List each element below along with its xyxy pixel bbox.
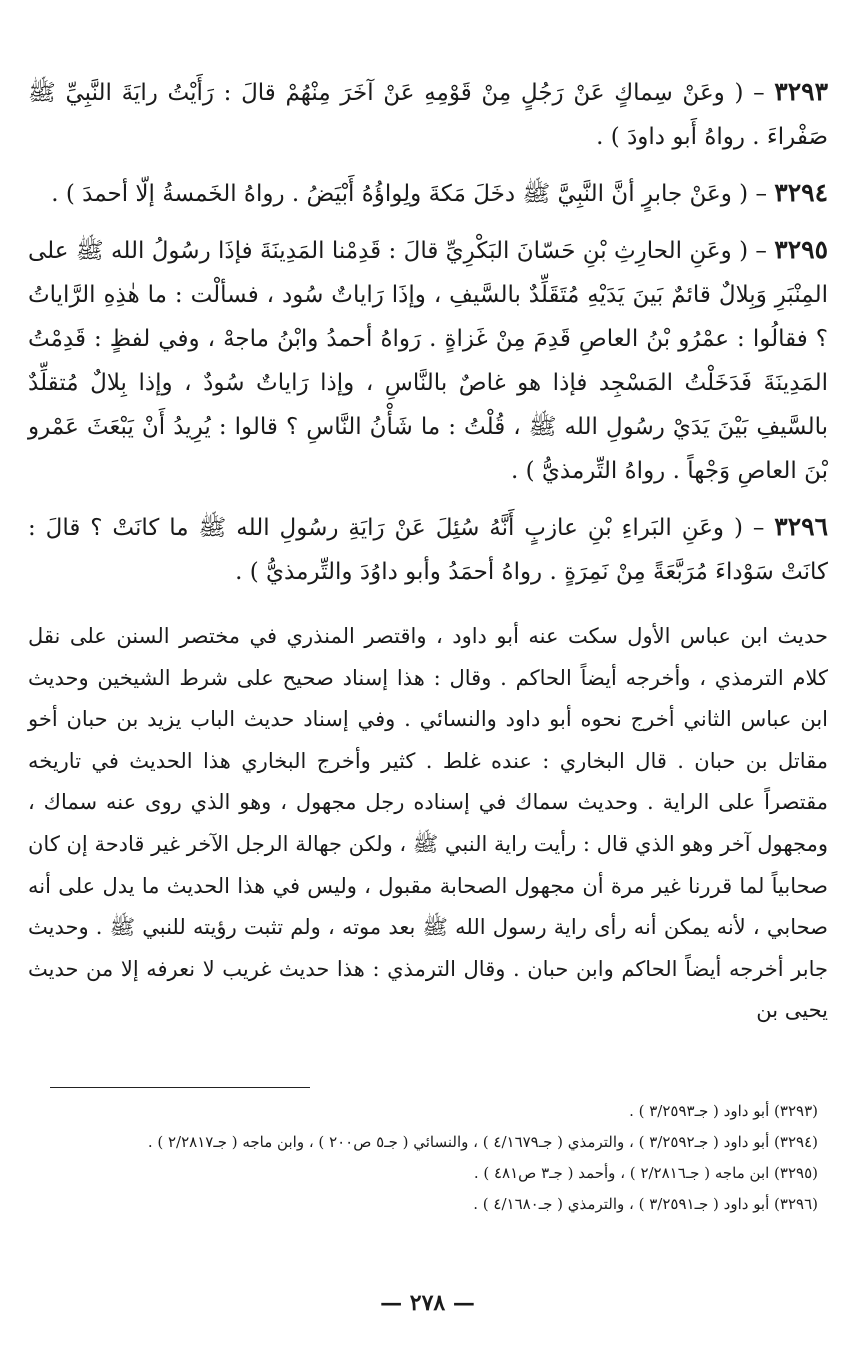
footnote: (٣٢٩٣) أبو داود ( جـ٣/٢٥٩٣ ) .	[629, 1102, 818, 1120]
hadith-number: ٣٢٩٣	[774, 77, 829, 106]
hadith-entry	[28, 70, 828, 159]
footnote: (٣٢٩٤) أبو داود ( جـ٣/٢٥٩٢ ) ، والترمذي ( جـ٤/١٦٧٩ ) ، والنسائي ( جـ٥ ص٢٠٠ ) ، وابن ماجه ( جـ٢/٢٨١٧ ) .	[147, 1133, 818, 1151]
hadith-entry	[28, 228, 828, 493]
footnotes	[28, 1098, 818, 1222]
hadith-text: – ( وعَنْ جابرٍ أنَّ النَّبِيَّ ﷺ دخَلَ مَكةَ ولِواؤُهُ أَبْيَضُ . رواهُ الخَمسةُ إلّا أحمدَ ) .	[51, 181, 767, 207]
footnote-divider	[50, 1087, 310, 1088]
hadith-entry	[28, 505, 828, 594]
page-number: — ٢٧٨ —	[380, 1290, 475, 1316]
hadith-text: – ( وعَنْ سِماكٍ عَنْ رَجُلٍ مِنْ قَوْمِهِ عَنْ آخَرَ مِنْهُمْ قالَ : رَأَيْتُ رايَةَ النَّبِيِّ ﷺ صَفْراءَ . رواهُ أَبو داودَ ) .	[28, 80, 828, 150]
footnote: (٣٢٩٦) أبو داود ( جـ٣/٢٥٩١ ) ، والترمذي ( جـ٤/١٦٨٠ ) .	[473, 1195, 818, 1213]
hadith-entry	[28, 171, 828, 216]
commentary-paragraph: حديث ابن عباس الأول سكت عنه أبو داود ، واقتصر المنذري في مختصر السنن على نقل كلام الترمذي ، وأخرجه أيضاً الحاكم . وقال : هذا إسناد صحيح على شرط الشيخين وحديث ابن عباس الثاني أخرج نحوه أبو داود والنسائي . وفي إسناد حديث الباب يزيد بن حبان أخو مقاتل بن حبان . قال البخاري : عنده غلط . كثير وأخرج البخاري هذا الحديث في تاريخه مقتصراً على الراية . وحديث سماك في إسناده رجل مجهول ، وهو الذي روى عنه سماك ، ومجهول آخر وهو الذي قال : رأيت راية النبي ﷺ ، ولكن جهالة الرجل الآخر غير قادحة إن كان صحابياً لما قررنا غير مرة أن مجهول الصحابة مقبول ، وليس في هذا الحديث ما يدل على أنه صحابي ، لأنه يمكن أنه رأى راية رسول الله ﷺ بعد موته ، ولم تثبت رؤيته للنبي ﷺ . وحديث جابر أخرجه أيضاً الحاكم وابن حبان . وقال الترمذي : هذا حديث غريب لا نعرفه إلا من حديث يحيى بن	[28, 624, 828, 1023]
hadith-text: – ( وعَنِ الحارِثِ بْنِ حَسّانَ البَكْرِيِّ قالَ : قَدِمْنا المَدِينَةَ فإذَا رسُولُ الله ﷺ على المِنْبَرِ وَبِلالٌ قائمٌ بَينَ يَدَيْهِ مُتَقَلِّدٌ بالسَّيفِ ، وإذَا رَاياتٌ سُود ، فسألْت : ما هٰذِهِ الرَّاياتُ ؟ فقالُوا : عمْرُو بْنُ العاصِ قَدِمَ مِنْ غَزاةٍ . رَواهُ أحمدُ وابْنُ ماجهْ ، وفي لفظٍ : قَدِمْتُ المَدِينَةَ فَدَخَلْتُ المَسْجِد فإذا هو غاصٌ بالنَّاسِ ، وإذا رَاياتٌ سُودٌ ، وإذا بِلالٌ مُتقلِّدٌ بالسَّيفِ بَيْنَ يَدَيْ رسُولِ الله ﷺ ، قُلْتُ : ما شَأْنُ النَّاسِ ؟ قالوا : يُرِيدُ أَنْ يَبْعَثَ عَمْرو بْنَ العاصِ وَجْهاً . رواهُ التِّرمذيُّ ) .	[28, 238, 828, 484]
hadith-text: – ( وعَنِ البَراءِ بْنِ عازبٍ أَنَّهُ سُئِلَ عَنْ رَايَةِ رسُولِ الله ﷺ ما كانَتْ ؟ قالَ : كانَتْ سَوْداءَ مُرَبَّعَةً مِنْ نَمِرَةٍ . رواهُ أحمَدُ وأبو داوُدَ والتِّرمذيُّ ) .	[28, 515, 828, 585]
page-body	[28, 70, 828, 1053]
footnote: (٣٢٩٥) ابن ماجه ( جـ٢/٢٨١٦ ) ، وأحمد ( جـ٣ ص٤٨١ ) .	[473, 1164, 818, 1182]
hadith-number: ٣٢٩٤	[774, 178, 828, 207]
hadith-number: ٣٢٩٥	[774, 235, 828, 264]
hadith-number: ٣٢٩٦	[774, 512, 828, 541]
